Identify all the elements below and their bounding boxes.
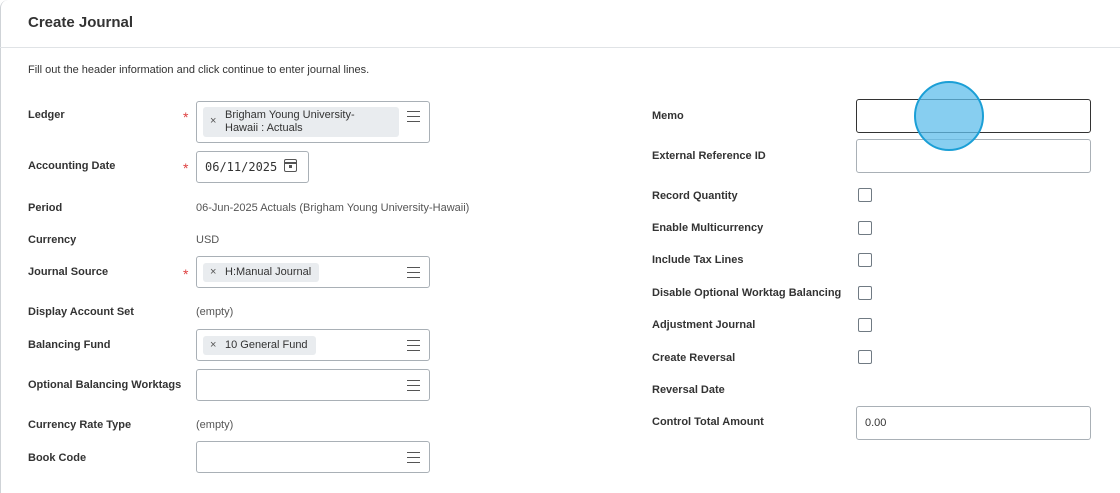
include-tax-lines-checkbox[interactable] <box>858 253 872 267</box>
disable-optional-worktag-balancing-checkbox[interactable] <box>858 286 872 300</box>
list-icon[interactable] <box>407 380 420 391</box>
accounting-date-input[interactable] <box>196 151 309 183</box>
reversal-date-label: Reversal Date <box>652 384 725 396</box>
include-tax-lines-label: Include Tax Lines <box>652 254 744 266</box>
external-reference-id-label: External Reference ID <box>652 150 766 162</box>
ledger-value-line2: Hawaii : Actuals <box>225 122 303 134</box>
currency-value: USD <box>196 234 220 246</box>
ledger-pill[interactable] <box>203 107 399 137</box>
required-marker: * <box>183 266 189 282</box>
balancing-fund-prompt[interactable] <box>196 329 430 361</box>
period-value: 06-Jun-2025 Actuals (Brigham Young University-Hawaii) <box>196 202 470 214</box>
journal-source-label: Journal Source <box>28 266 109 278</box>
close-icon[interactable]: × <box>210 339 217 351</box>
create-reversal-checkbox[interactable] <box>858 350 872 364</box>
disable-optional-worktag-balancing-label: Disable Optional Worktag Balancing <box>652 287 842 299</box>
required-marker: * <box>183 160 189 176</box>
list-icon[interactable] <box>407 452 420 463</box>
ledger-label: Ledger <box>28 109 65 121</box>
ledger-value-line1: Brigham Young University- <box>225 109 355 121</box>
optional-balancing-worktags-prompt[interactable] <box>196 369 430 401</box>
currency-rate-type-label: Currency Rate Type <box>28 419 132 431</box>
control-total-amount-label: Control Total Amount <box>652 416 764 428</box>
book-code-prompt[interactable] <box>196 441 430 473</box>
list-icon[interactable] <box>407 340 420 351</box>
adjustment-journal-checkbox[interactable] <box>858 318 872 332</box>
instructions-text: Fill out the header information and click continue to enter journal lines. <box>28 64 370 76</box>
currency-label: Currency <box>28 234 77 246</box>
book-code-label: Book Code <box>28 452 87 464</box>
accounting-date-value: 06/11/2025 <box>205 160 278 174</box>
calendar-icon[interactable] <box>284 159 297 172</box>
title-bar <box>0 0 1120 48</box>
close-icon[interactable]: × <box>210 115 217 127</box>
create-reversal-label: Create Reversal <box>652 352 736 364</box>
optional-balancing-worktags-label: Optional Balancing Worktags <box>28 379 182 391</box>
ledger-prompt[interactable] <box>196 101 430 143</box>
journal-source-prompt[interactable] <box>196 256 430 288</box>
enable-multicurrency-checkbox[interactable] <box>858 221 872 235</box>
journal-source-pill[interactable] <box>203 263 319 282</box>
memo-label: Memo <box>652 110 684 122</box>
close-icon[interactable]: × <box>210 266 217 278</box>
record-quantity-label: Record Quantity <box>652 190 738 202</box>
display-account-set-label: Display Account Set <box>28 306 134 318</box>
required-marker: * <box>183 109 189 125</box>
balancing-fund-pill[interactable] <box>203 336 316 355</box>
record-quantity-checkbox[interactable] <box>858 188 872 202</box>
display-account-set-value: (empty) <box>196 306 234 318</box>
enable-multicurrency-label: Enable Multicurrency <box>652 222 764 234</box>
balancing-fund-value: 10 General Fund <box>225 339 308 351</box>
external-reference-id-input[interactable] <box>856 139 1091 173</box>
accounting-date-label: Accounting Date <box>28 160 116 172</box>
balancing-fund-label: Balancing Fund <box>28 339 111 351</box>
currency-rate-type-value: (empty) <box>196 419 234 431</box>
page-title: Create Journal <box>28 14 134 31</box>
list-icon[interactable] <box>407 111 420 122</box>
list-icon[interactable] <box>407 267 420 278</box>
control-total-amount-input[interactable]: 0.00 <box>856 406 1091 440</box>
journal-source-value: H:Manual Journal <box>225 266 312 278</box>
adjustment-journal-label: Adjustment Journal <box>652 319 756 331</box>
cursor-highlight <box>914 81 984 151</box>
period-label: Period <box>28 202 63 214</box>
